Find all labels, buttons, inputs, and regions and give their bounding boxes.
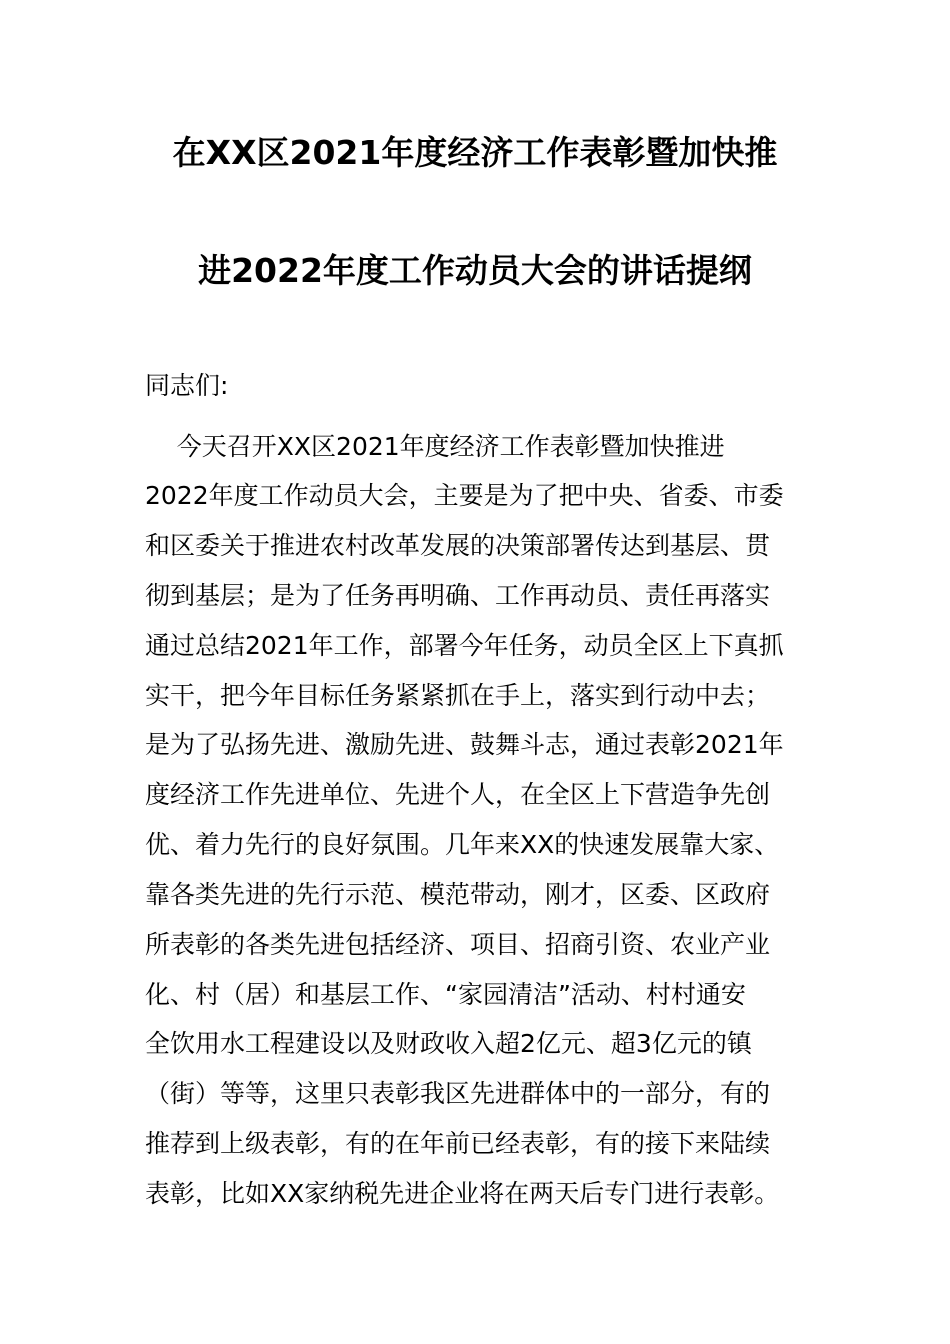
paragraph-line: 推荐到上级表彰，有的在年前已经表彰，有的接下来陆续 [145,1129,771,1158]
paragraph-line: 实干，把今年目标任务紧紧抓在手上，落实到行动中去； [145,681,771,710]
paragraph-line: 和区委关于推进农村改革发展的决策部署传达到基层、贯 [145,531,771,560]
paragraph-line: 表彰，比如XX家纳税先进企业将在两天后专门进行表彰。 [145,1179,780,1208]
paragraph-line: 彻到基层；是为了任务再明确、工作再动员、责任再落实 [145,581,771,610]
document-title-line-1: 在XX区2021年度经济工作表彰暨加快推 [172,133,778,172]
document-title-line-2: 进2022年度工作动员大会的讲话提纲 [198,251,752,290]
paragraph-line: 所表彰的各类先进包括经济、项目、招商引资、农业产业 [145,930,771,959]
paragraph-line: 2022年度工作动员大会，主要是为了把中央、省委、市委 [145,481,784,510]
paragraph-line: 度经济工作先进单位、先进个人，在全区上下营造争先创 [145,780,771,809]
paragraph-line: 全饮用水工程建设以及财政收入超2亿元、超3亿元的镇 [145,1029,752,1058]
paragraph-line: 优、着力先行的良好氛围。几年来XX的快速发展靠大家、 [145,830,780,859]
paragraph-line: 是为了弘扬先进、激励先进、鼓舞斗志，通过表彰2021年 [145,730,784,759]
paragraph-line: （街）等等，这里只表彰我区先进群体中的一部分，有的 [145,1079,771,1108]
paragraph-line: 化、村（居）和基层工作、“家园清洁”活动、村村通安 [145,980,746,1009]
salutation: 同志们: [145,371,229,400]
paragraph-line: 通过总结2021年工作，部署今年任务，动员全区上下真抓 [145,631,784,660]
paragraph-line: 靠各类先进的先行示范、模范带动，刚才，区委、区政府 [145,880,771,909]
paragraph-line: 今天召开XX区2021年度经济工作表彰暨加快推进 [145,432,725,461]
